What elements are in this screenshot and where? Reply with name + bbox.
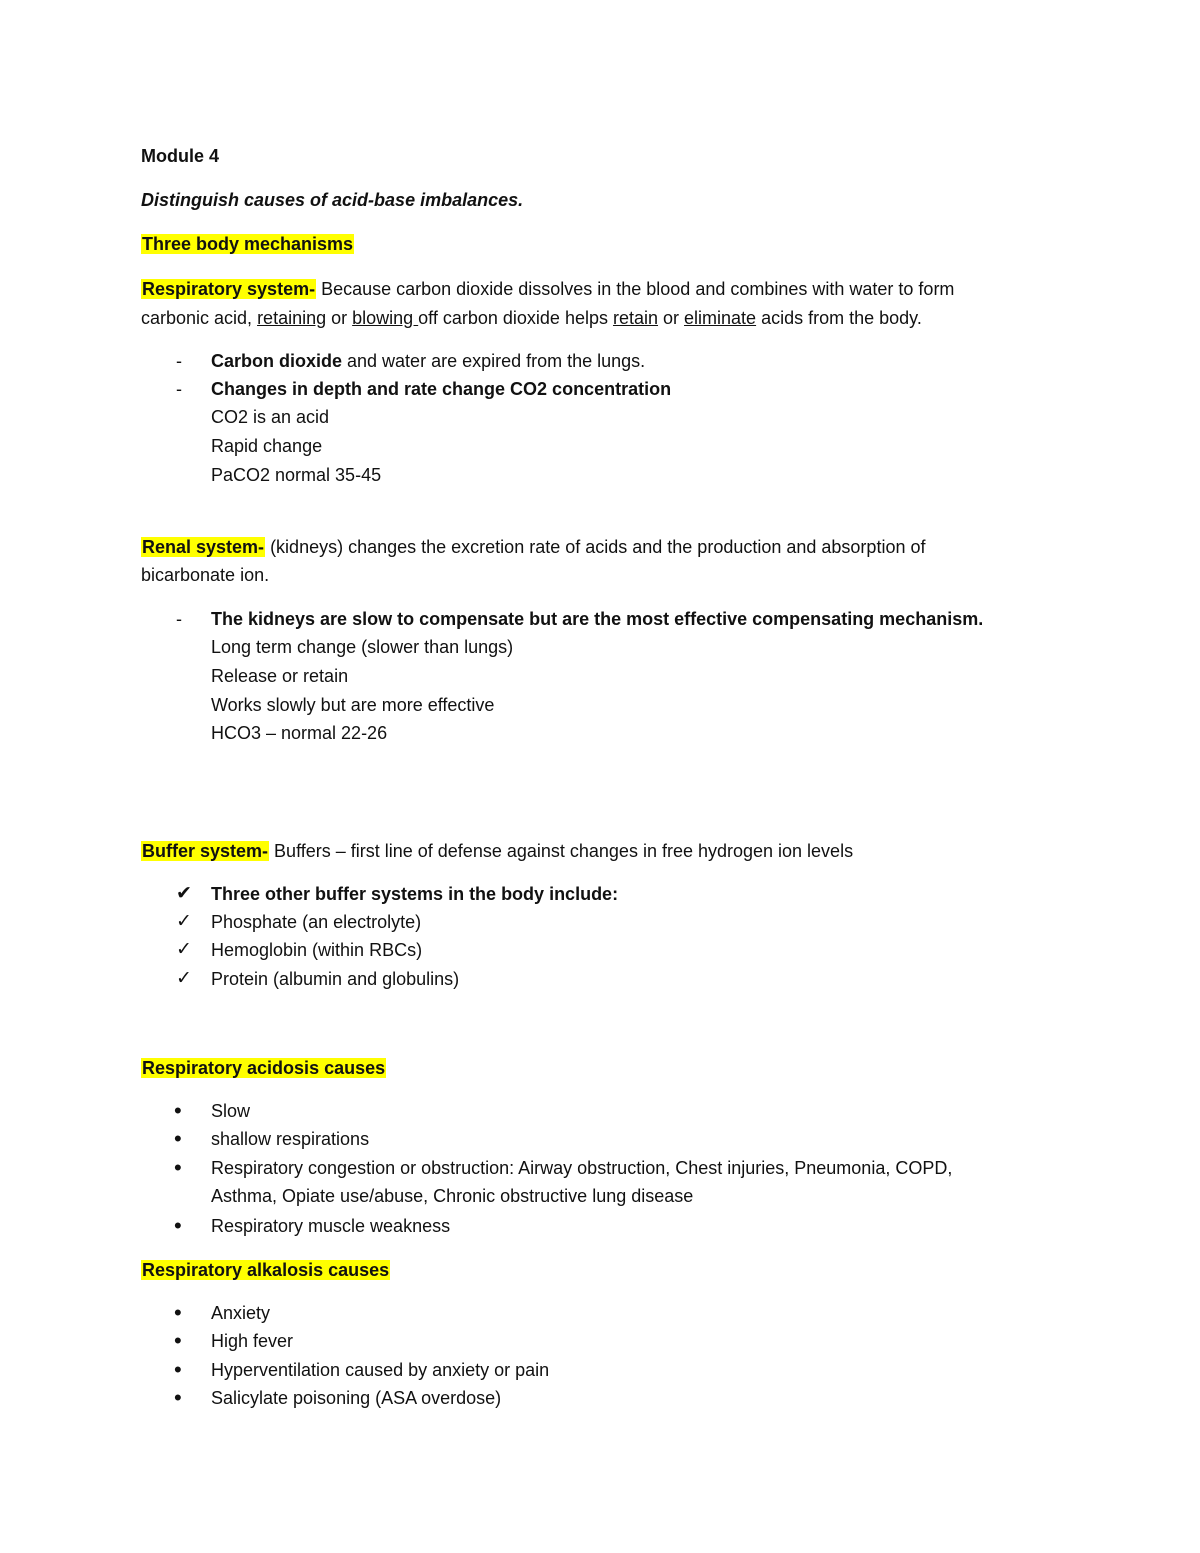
underlined-word: retain bbox=[612, 308, 659, 328]
bold-text: Carbon dioxide bbox=[211, 351, 343, 371]
renal-paragraph-line2: bicarbonate ion. bbox=[141, 565, 270, 585]
sub-line: Release or retain bbox=[211, 666, 349, 686]
section-heading: Three body mechanisms bbox=[142, 234, 354, 254]
sub-line: Rapid change bbox=[211, 436, 323, 456]
sub-line: Long term change (slower than lungs) bbox=[211, 637, 514, 657]
acidosis-heading-line bbox=[141, 1054, 386, 1082]
list-item: Slow bbox=[211, 1101, 251, 1121]
list-item: Anxiety bbox=[211, 1303, 271, 1323]
dash-marker: - bbox=[176, 379, 182, 399]
renal-paragraph-line1 bbox=[141, 533, 925, 561]
list-item: Hemoglobin (within RBCs) bbox=[211, 940, 423, 960]
list-item bbox=[211, 347, 645, 375]
list-item: Three other buffer systems in the body include: bbox=[211, 884, 619, 904]
list-item: Protein (albumin and globulins) bbox=[211, 969, 460, 989]
section-heading-line bbox=[141, 230, 354, 258]
checkmark-icon: ✓ bbox=[176, 968, 192, 989]
text-span: or bbox=[326, 308, 353, 328]
bullet-icon: • bbox=[174, 1213, 182, 1238]
checkmark-icon: ✓ bbox=[176, 939, 192, 960]
list-item: Salicylate poisoning (ASA overdose) bbox=[211, 1388, 502, 1408]
dash-marker: - bbox=[176, 609, 182, 629]
list-item: Changes in depth and rate change CO2 concentration bbox=[211, 379, 672, 399]
alkalosis-heading-line bbox=[141, 1256, 390, 1284]
underlined-word: blowing bbox=[352, 308, 419, 328]
text-span: or bbox=[658, 308, 685, 328]
underlined-word: eliminate bbox=[684, 308, 757, 328]
list-item: Hyperventilation caused by anxiety or pain bbox=[211, 1360, 550, 1380]
list-item: shallow respirations bbox=[211, 1129, 370, 1149]
list-item: High fever bbox=[211, 1331, 294, 1351]
list-item: The kidneys are slow to compensate but are the most effective compensating mechanism. bbox=[211, 609, 984, 629]
sub-line: CO2 is an acid bbox=[211, 407, 330, 427]
bullet-icon: • bbox=[174, 1328, 182, 1353]
underlined-word: retaining bbox=[257, 308, 327, 328]
acidosis-heading: Respiratory acidosis causes bbox=[142, 1058, 386, 1078]
bullet-icon: • bbox=[174, 1300, 182, 1325]
alkalosis-heading: Respiratory alkalosis causes bbox=[142, 1260, 390, 1280]
objective: Distinguish causes of acid-base imbalances. bbox=[141, 190, 524, 210]
respiratory-label: Respiratory system- bbox=[142, 279, 316, 299]
list-item: Respiratory congestion or obstruction: Airway obstruction, Chest injuries, Pneumonia, COPD, bbox=[211, 1158, 953, 1178]
list-item: Respiratory muscle weakness bbox=[211, 1216, 451, 1236]
buffer-label: Buffer system- bbox=[142, 841, 269, 861]
list-item-continuation: Asthma, Opiate use/abuse, Chronic obstructive lung disease bbox=[211, 1186, 694, 1206]
text-span: off carbon dioxide helps bbox=[418, 308, 613, 328]
bullet-icon: • bbox=[174, 1126, 182, 1151]
bullet-icon: • bbox=[174, 1098, 182, 1123]
buffer-paragraph-line1 bbox=[141, 837, 853, 865]
bullet-icon: • bbox=[174, 1155, 182, 1180]
document-title: Module 4 bbox=[141, 146, 220, 166]
respiratory-paragraph-line1 bbox=[141, 275, 954, 303]
renal-label: Renal system- bbox=[142, 537, 265, 557]
sub-line: HCO3 – normal 22-26 bbox=[211, 723, 388, 743]
respiratory-paragraph-line2 bbox=[141, 304, 922, 332]
text-span: carbonic acid, bbox=[141, 308, 258, 328]
buffer-text: Buffers – first line of defense against changes in free hydrogen ion levels bbox=[269, 841, 854, 861]
text-span: and water are expired from the lungs. bbox=[342, 351, 646, 371]
respiratory-text: Because carbon dioxide dissolves in the blood and combines with water to form bbox=[316, 279, 955, 299]
renal-text: (kidneys) changes the excretion rate of acids and the production and absorption of bbox=[265, 537, 926, 557]
dash-marker: - bbox=[176, 351, 182, 371]
checkmark-icon: ✓ bbox=[176, 911, 192, 932]
checkmark-icon: ✔ bbox=[176, 883, 192, 904]
sub-line: Works slowly but are more effective bbox=[211, 695, 495, 715]
list-item: Phosphate (an electrolyte) bbox=[211, 912, 422, 932]
sub-line: PaCO2 normal 35-45 bbox=[211, 465, 382, 485]
bullet-icon: • bbox=[174, 1385, 182, 1410]
text-span: acids from the body. bbox=[756, 308, 922, 328]
bullet-icon: • bbox=[174, 1357, 182, 1382]
